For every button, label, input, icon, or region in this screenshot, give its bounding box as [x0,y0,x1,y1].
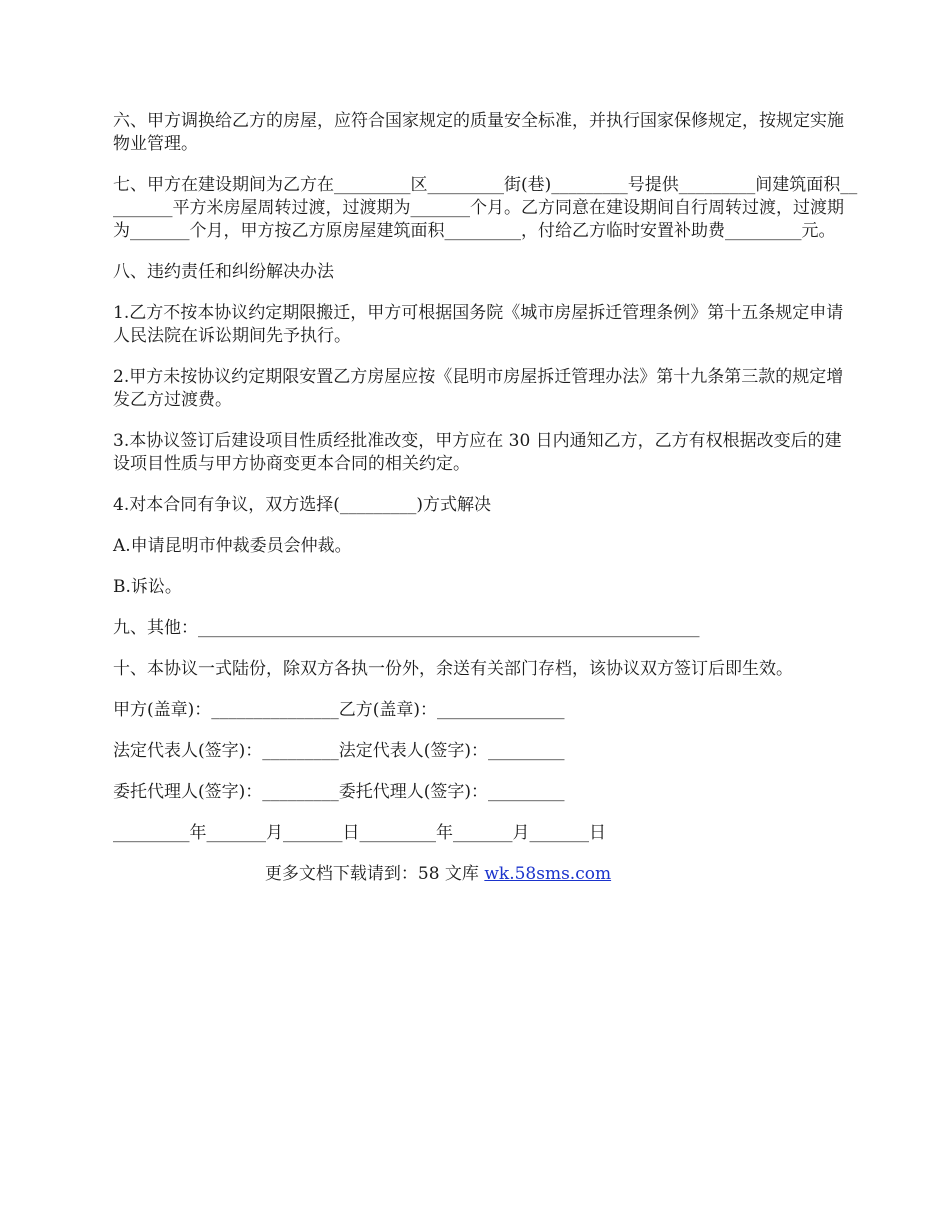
date-line: _________年_______月_______日_________年_______月_______日 [113,823,606,843]
seal-signature-line: 甲方(盖章)：_______________乙方(盖章)：_______________ [113,700,565,720]
agent-signature-line: 委托代理人(签字)：_________委托代理人(签字)：_________ [113,782,565,802]
dispute-option-b: B.诉讼。 [113,577,182,597]
footer-text: 更多文档下载请到：58 文库 [264,864,485,884]
clause-8-item-3: 3.本协议签订后建设项目性质经批准改变，甲方应在 30 日内通知乙方，乙方有权根据改变后的建设项目性质与甲方协商变更本合同的相关约定。 [113,431,842,474]
legal-rep-signature-line: 法定代表人(签字)：_________法定代表人(签字)：_________ [113,741,565,761]
clause-9: 九、其他：___________________________________________________________ [113,618,700,638]
clause-8-item-1: 1.乙方不按本协议约定期限搬迁，甲方可根据国务院《城市房屋拆迁管理条例》第十五条规定申请人民法院在诉讼期间先予执行。 [113,303,844,346]
document-page [113,110,858,886]
clause-10: 十、本协议一式陆份，除双方各执一份外，余送有关部门存档，该协议双方签订后即生效。 [113,659,793,679]
clause-6: 六、甲方调换给乙方的房屋，应符合国家规定的质量安全标准，并执行国家保修规定，按规定实施物业管理。 [113,111,844,154]
footer [113,863,763,886]
dispute-option-a: A.申请昆明市仲裁委员会仲裁。 [113,536,352,556]
clause-8-item-4: 4.对本合同有争议，双方选择(_________)方式解决 [113,495,491,515]
footer-link[interactable]: wk.58sms.com [484,864,612,884]
clause-8-title: 八、违约责任和纠纷解决办法 [113,262,334,282]
clause-7: 七、甲方在建设期间为乙方在_________区_________街(巷)_________号提供_________间建筑面积_________平方米房屋周转过渡，过渡期为_______个月。乙方同意在建设期间自行周转过渡，过渡期为_______个月，甲方按乙方原房屋建筑面积_________，付给乙方临时安置补助费_________元。 [113,175,858,241]
clause-8-item-2: 2.甲方未按协议约定期限安置乙方房屋应按《昆明市房屋拆迁管理办法》第十九条第三款的规定增发乙方过渡费。 [113,367,844,410]
